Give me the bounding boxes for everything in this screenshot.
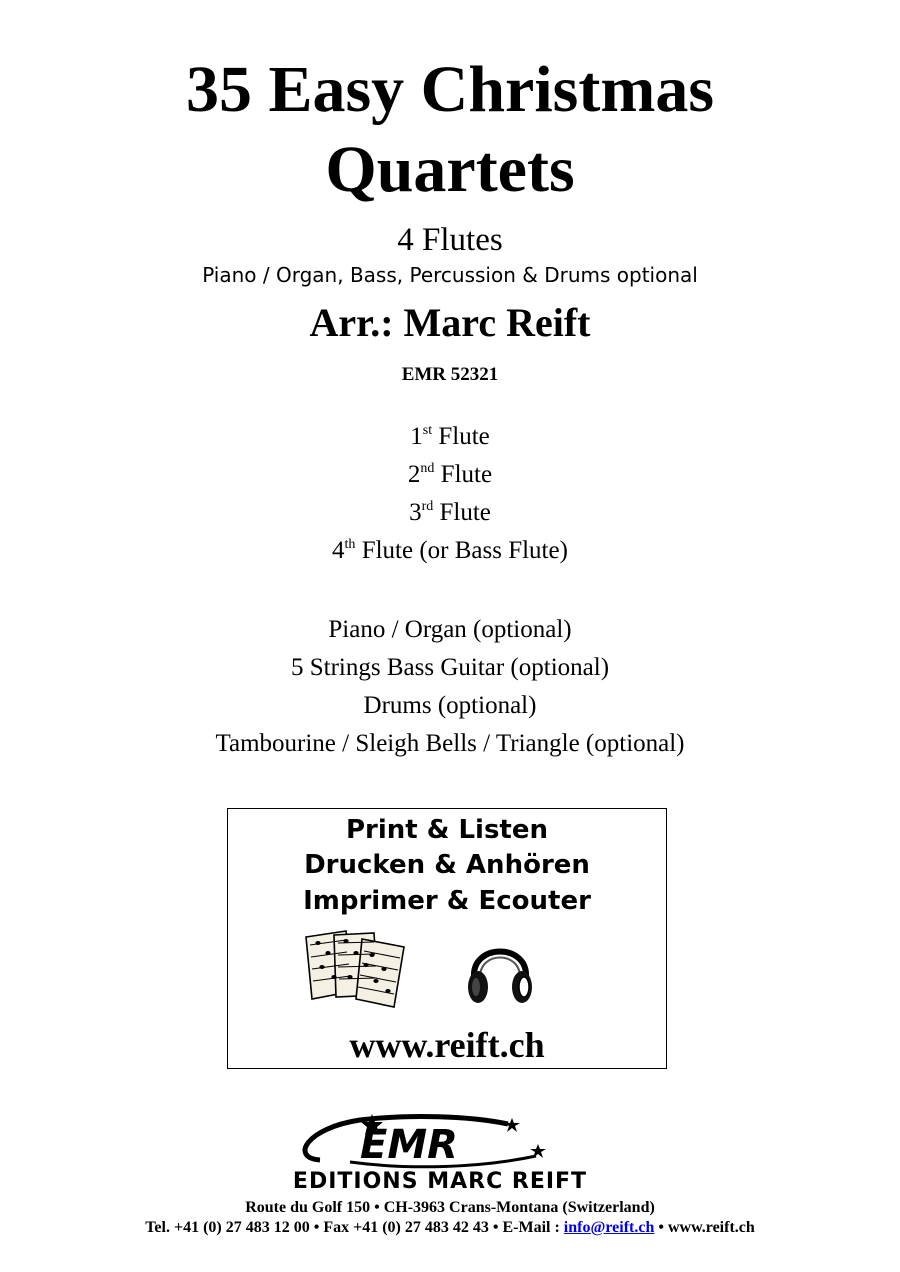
publisher-contact xyxy=(0,1218,900,1238)
optional-part-item: Drums (optional) xyxy=(363,692,537,719)
optional-part-item: 5 Strings Bass Guitar (optional) xyxy=(290,654,610,681)
publisher-address: Route du Golf 150 • CH-3963 Crans-Montana (Switzerland) xyxy=(245,1199,655,1216)
emr-logo xyxy=(250,1110,630,1192)
part-label: Flute (or Bass Flute) xyxy=(355,537,568,564)
promo-line-english: Print & Listen xyxy=(345,815,549,845)
part-item xyxy=(0,421,900,453)
catalog-number: EMR 52321 xyxy=(401,364,499,385)
part-item xyxy=(0,535,900,567)
print-listen-box xyxy=(227,808,667,1069)
part-ordinal: nd xyxy=(420,461,435,476)
part-number: 4 xyxy=(332,537,345,564)
sheet-music-icon xyxy=(300,929,412,1009)
promo-line-french: Imprimer & Ecouter xyxy=(303,886,591,916)
tel-fax: Tel. +41 (0) 27 483 12 00 • Fax +41 (0) 27 483 42 43 • E-Mail : xyxy=(145,1219,564,1236)
part-ordinal: th xyxy=(344,537,356,552)
optional-instruments-line: Piano / Organ, Bass, Percussion & Drums optional xyxy=(202,263,698,287)
instrumentation: 4 Flutes xyxy=(397,222,503,258)
optional-part-item: Piano / Organ (optional) xyxy=(328,616,572,643)
title-line-1: 35 Easy Christmas xyxy=(185,53,715,126)
website-text: • www.reift.ch xyxy=(654,1219,755,1236)
part-item xyxy=(0,497,900,529)
headphones-icon xyxy=(464,931,536,1011)
part-label: Flute xyxy=(432,423,490,450)
promo-line-german: Drucken & Anhören xyxy=(304,850,590,880)
logo-name: EDITIONS MARC REIFT xyxy=(292,1169,588,1192)
logo-mark: EMR xyxy=(360,1122,458,1168)
email-link[interactable]: info@reift.ch xyxy=(563,1219,655,1236)
optional-part-item: Tambourine / Sleigh Bells / Triangle (optional) xyxy=(215,730,685,757)
part-ordinal: st xyxy=(422,423,433,438)
part-ordinal: rd xyxy=(421,499,434,514)
title-line-2: Quartets xyxy=(325,133,575,206)
website-url: www.reift.ch xyxy=(349,1025,545,1065)
part-label: Flute xyxy=(433,499,491,526)
part-number: 1 xyxy=(410,423,423,450)
arranger: Arr.: Marc Reift xyxy=(309,300,591,345)
part-number: 2 xyxy=(407,461,421,488)
part-label: Flute xyxy=(434,461,493,488)
part-number: 3 xyxy=(409,499,422,526)
part-item xyxy=(0,459,900,491)
